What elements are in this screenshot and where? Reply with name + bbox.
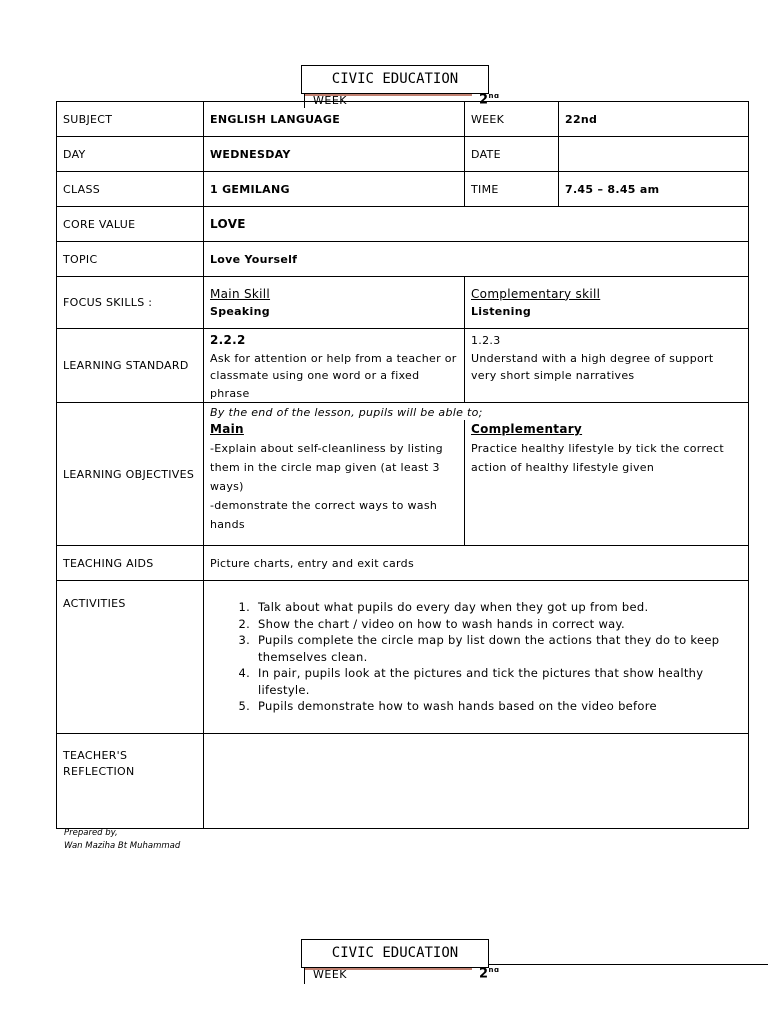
row-subject	[57, 102, 749, 137]
lesson-plan-table	[56, 101, 749, 829]
page-header-title-2: CIVIC EDUCATION	[301, 939, 489, 968]
objectives-main-line1: -Explain about self-cleanliness by listing them in the circle map given (at least 3 ways)	[210, 442, 443, 493]
core-value-value: LOVE	[204, 207, 749, 242]
row-learning-standard	[57, 329, 749, 403]
week-value: 22nd	[559, 102, 749, 137]
row-topic	[57, 242, 749, 277]
learning-objectives-label: LEARNING OBJECTIVES	[57, 403, 204, 546]
time-value: 7.45 – 8.45 am	[559, 172, 749, 207]
class-label: CLASS	[57, 172, 204, 207]
standard-main-cell	[204, 329, 465, 403]
activity-item: 5. Pupils demonstrate how to wash hands based on the video before	[254, 698, 742, 715]
core-value-label: CORE VALUE	[57, 207, 204, 242]
focus-comp-cell	[465, 277, 749, 329]
standard-comp-code: 1.2.3	[471, 334, 501, 347]
objectives-columns	[204, 420, 748, 545]
activity-item: 3. Pupils complete the circle map by list down the actions that they do to keep themselves clean.	[254, 632, 742, 665]
week-strip-2	[304, 968, 505, 984]
prepared-by-label: Prepared by,	[64, 828, 118, 838]
date-label: DATE	[465, 137, 559, 172]
focus-main-head: Main Skill	[210, 286, 271, 301]
day-label: DAY	[57, 137, 204, 172]
row-learning-objectives	[57, 403, 749, 546]
activity-item: 4. In pair, pupils look at the pictures and tick the pictures that show healthy lifestyle.	[254, 665, 742, 698]
learning-standard-label: LEARNING STANDARD	[57, 329, 204, 403]
standard-comp-cell	[465, 329, 749, 403]
prepared-by-name: Wan Maziha Bt Muhammad	[64, 841, 181, 851]
subject-label: SUBJECT	[57, 102, 204, 137]
focus-comp-value: Listening	[471, 304, 532, 318]
row-activities	[57, 581, 749, 734]
teaching-aids-label: TEACHING AIDS	[57, 546, 204, 581]
objectives-comp-head: Complementary	[471, 422, 583, 436]
objectives-intro: By the end of the lesson, pupils will be able to;	[210, 406, 483, 419]
standard-comp-text: Understand with a high degree of support very short simple narratives	[471, 351, 714, 382]
row-reflection	[57, 734, 749, 829]
focus-main-cell	[204, 277, 465, 329]
activity-item: 2. Show the chart / video on how to wash hands in correct way.	[254, 616, 742, 633]
row-day	[57, 137, 749, 172]
focus-main-value: Speaking	[210, 304, 270, 318]
row-teaching-aids	[57, 546, 749, 581]
objectives-main	[204, 420, 465, 545]
time-label: TIME	[465, 172, 559, 207]
activity-item: 1. Talk about what pupils do every day when they got up from bed.	[254, 599, 742, 616]
week-strip-number-2: 2nd	[479, 968, 500, 982]
objectives-comp	[465, 420, 748, 545]
subject-value: ENGLISH LANGUAGE	[204, 102, 465, 137]
row-class	[57, 172, 749, 207]
reflection-value	[204, 734, 749, 829]
activities-list	[210, 599, 742, 715]
objectives-cell	[204, 403, 749, 546]
focus-skills-label: FOCUS SKILLS :	[57, 277, 204, 329]
standard-main-code: 2.2.2	[210, 333, 246, 347]
activities-label: ACTIVITIES	[57, 581, 204, 734]
week-strip-label-2: WEEK	[313, 968, 347, 981]
prepared-by	[64, 827, 180, 853]
row-core-value	[57, 207, 749, 242]
page-header-title: CIVIC EDUCATION	[301, 65, 489, 94]
reflection-label: TEACHER'S REFLECTION	[57, 734, 204, 829]
teaching-aids-value: Picture charts, entry and exit cards	[204, 546, 749, 581]
class-value: 1 GEMILANG	[204, 172, 465, 207]
objectives-main-line2: -demonstrate the correct ways to wash hands	[210, 499, 438, 531]
topic-value: Love Yourself	[204, 242, 749, 277]
week-label: WEEK	[465, 102, 559, 137]
activities-cell	[204, 581, 749, 734]
date-value	[559, 137, 749, 172]
topic-label: TOPIC	[57, 242, 204, 277]
standard-main-text: Ask for attention or help from a teacher or classmate using one word or a fixed phrase	[210, 351, 457, 400]
focus-comp-head: Complementary skill	[471, 286, 601, 301]
week-strip-label: WEEK	[313, 94, 347, 107]
week-line-2	[489, 964, 768, 965]
row-focus-skills	[57, 277, 749, 329]
objectives-comp-text: Practice healthy lifestyle by tick the correct action of healthy lifestyle given	[471, 442, 725, 474]
objectives-main-head: Main	[210, 422, 244, 436]
day-value: WEDNESDAY	[204, 137, 465, 172]
week-strip-number: 2nd	[479, 94, 500, 108]
